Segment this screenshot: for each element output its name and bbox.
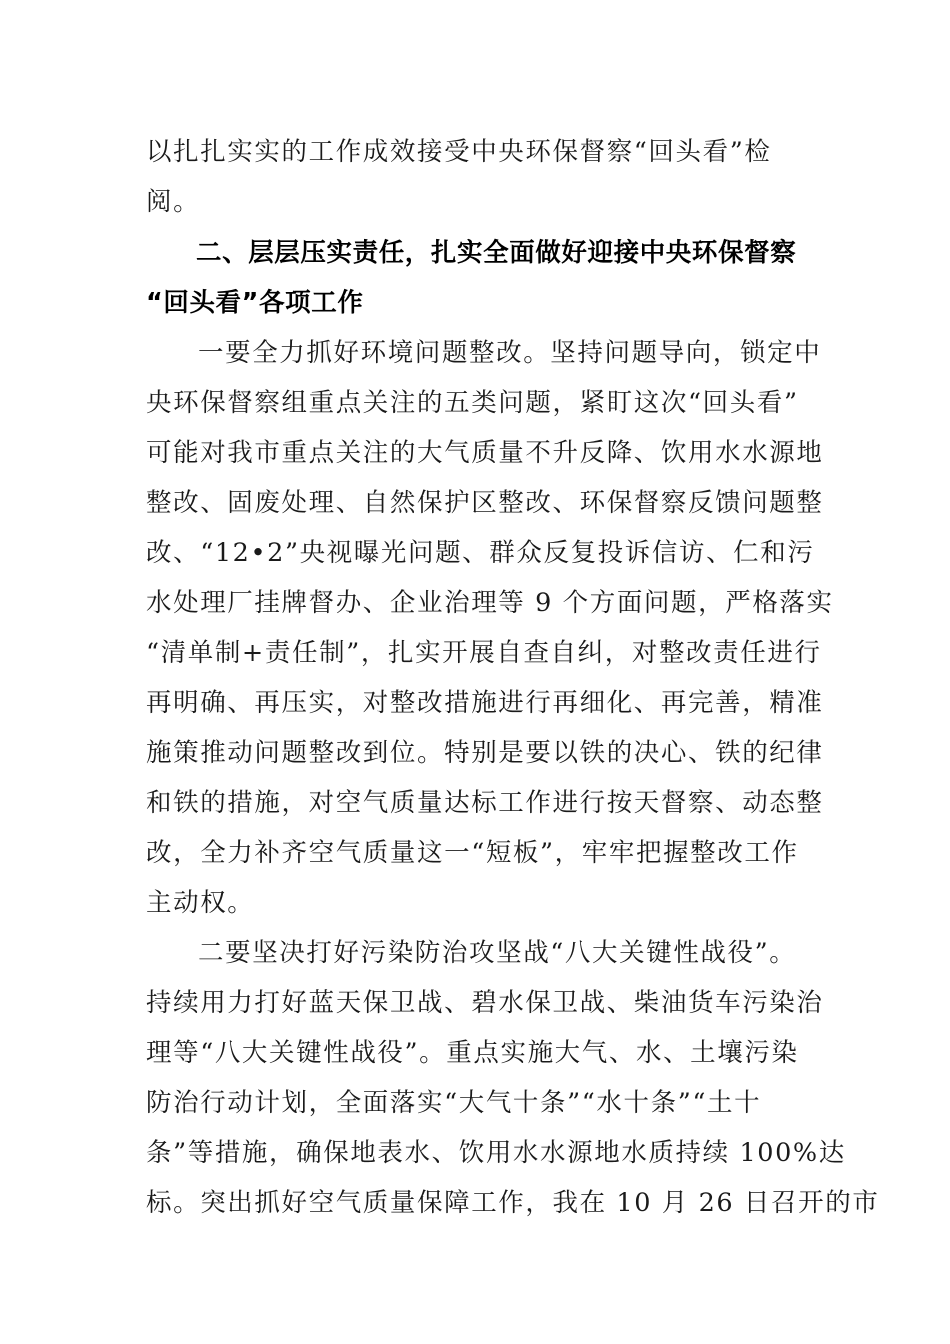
paragraph-line: 施策推动问题整改到位。特别是要以铁的决心、铁的纪律	[146, 738, 824, 768]
paragraph-line: 理等“八大关键性战役”。重点实施大气、水、土壤污染	[146, 1038, 799, 1068]
paragraph-line: 改，全力补齐空气质量这一“短板”，牢牢把握整改工作	[146, 838, 799, 868]
section-heading: 二、层层压实责任，扎实全面做好迎接中央环保督察	[196, 238, 797, 268]
paragraph-line: 阅。	[146, 187, 201, 217]
paragraph-line: 整改、固废处理、自然保护区整改、环保督察反馈问题整	[146, 488, 824, 518]
paragraph-line: “清单制+责任制”，扎实开展自查自纠，对整改责任进行	[146, 638, 822, 668]
paragraph-line: 主动权。	[146, 888, 255, 918]
paragraph-line: 一要全力抓好环境问题整改。坚持问题导向，锁定中	[198, 338, 822, 368]
paragraph-line: 持续用力打好蓝天保卫战、碧水保卫战、柴油货车污染治	[146, 988, 824, 1018]
paragraph-line: 条”等措施，确保地表水、饮用水水源地水质持续 100%达	[146, 1138, 846, 1168]
paragraph-line: 改、“12•2”央视曝光问题、群众反复投诉信访、仁和污	[146, 538, 815, 568]
paragraph-line: 水处理厂挂牌督办、企业治理等 9 个方面问题，严格落实	[146, 588, 834, 618]
paragraph-line: 防治行动计划，全面落实“大气十条”“水十条”“土十	[146, 1088, 762, 1118]
paragraph-line: 以扎扎实实的工作成效接受中央环保督察“回头看”检	[146, 137, 772, 167]
paragraph-line: 央环保督察组重点关注的五类问题，紧盯这次“回头看”	[146, 388, 799, 418]
paragraph-line: 可能对我市重点关注的大气质量不升反降、饮用水水源地	[146, 438, 824, 468]
paragraph-line: 标。突出抓好空气质量保障工作，我在 10 月 26 日召开的市	[146, 1188, 880, 1218]
paragraph-line: 和铁的措施，对空气质量达标工作进行按天督察、动态整	[146, 788, 824, 818]
paragraph-line: 二要坚决打好污染防治攻坚战“八大关键性战役”。	[198, 938, 797, 968]
paragraph-line: 再明确、再压实，对整改措施进行再细化、再完善，精准	[146, 688, 824, 718]
section-heading: “回头看”各项工作	[146, 288, 364, 318]
